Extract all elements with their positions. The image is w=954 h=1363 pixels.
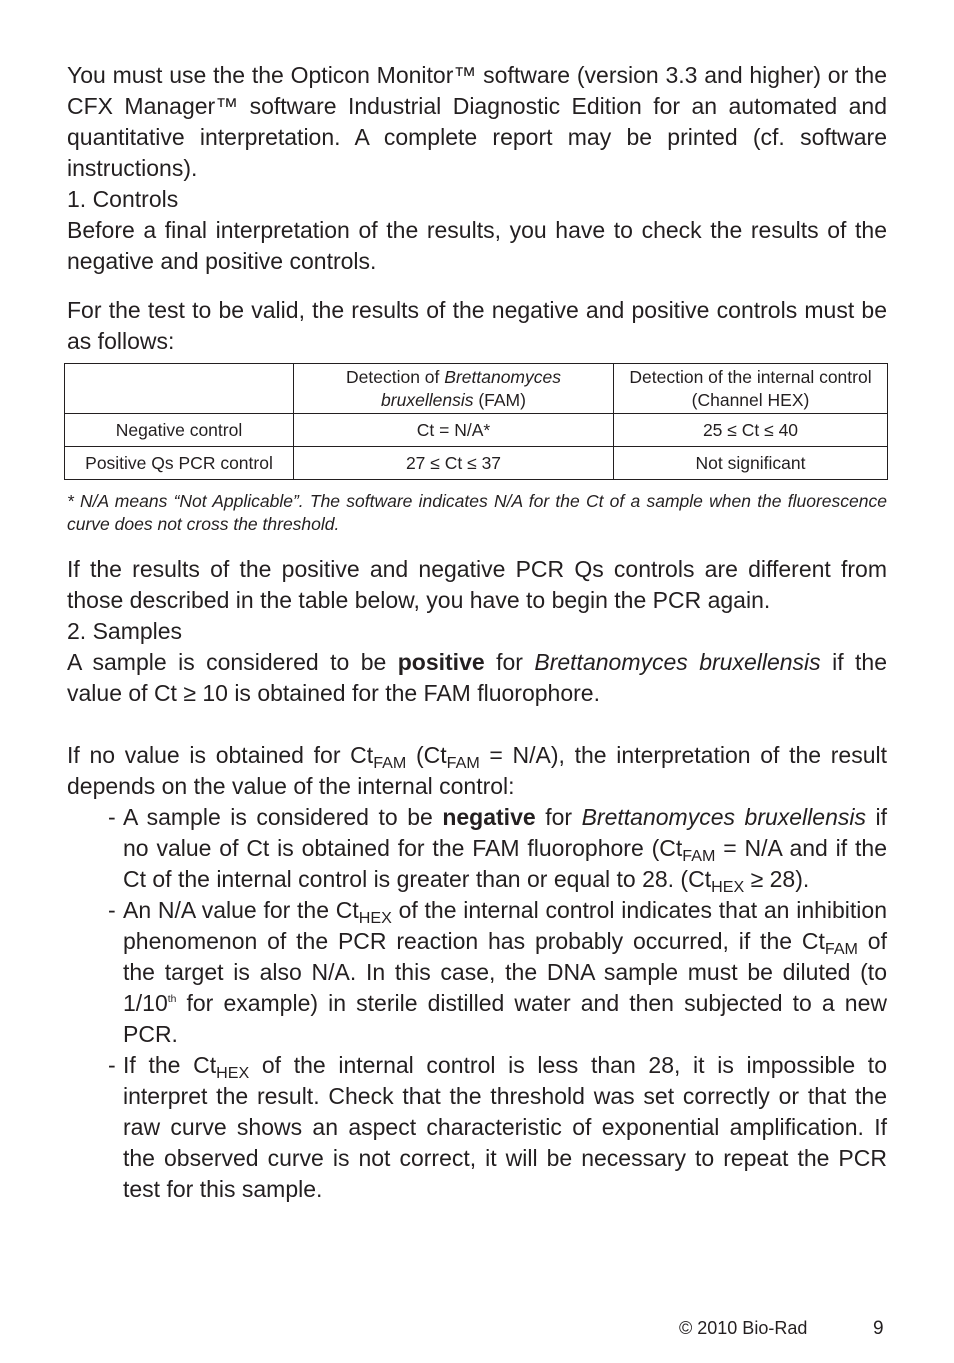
controls-paragraph-2: For the test to be valid, the results of the negative and positive controls must be as follows: bbox=[67, 297, 887, 354]
table-header-row bbox=[65, 364, 888, 414]
positive-paragraph: A sample is considered to be positive for Brettanomyces bruxellensis if the value of Ct ≥ 10 is obtained for the FAM fluorophore. bbox=[67, 649, 888, 706]
table-cell-label: Positive Qs PCR control bbox=[65, 447, 294, 480]
table-header-empty bbox=[65, 364, 294, 414]
page-number: 9 bbox=[873, 1318, 884, 1339]
dash-marker: - bbox=[108, 804, 116, 830]
table-cell-hex: 25 ≤ Ct ≤ 40 bbox=[614, 414, 888, 447]
table-row bbox=[65, 447, 888, 480]
table-cell-fam: 27 ≤ Ct ≤ 37 bbox=[294, 447, 614, 480]
table-cell-hex: Not significant bbox=[614, 447, 888, 480]
list-item: - A sample is considered to be negative for Brettanomyces bruxellensis if no value of Ct is obtained for the FAM fluorophore ($Ct_{FAM} = N/A$ and if the Ct of the internal control is greater than or equal to 28. $(Ct_{HEX} \ge 28)$. bbox=[108, 804, 888, 896]
table-row bbox=[65, 414, 888, 447]
table-header-fam: Detection of Brettanomyces bruxellensis (FAM) bbox=[294, 364, 614, 414]
document-body bbox=[67, 60, 887, 1205]
interpretation-list bbox=[67, 802, 887, 1205]
list-item: - An N/A value for the $Ct_{HEX}$ of the internal control indicates that an inhibition phenomenon of the PCR reaction has probably occurred, if the $Ct_{FAM}$ of the target is also N/A. In this case, the DNA sample must be diluted (to 1/10th for example) in sterile distilled water and then subjected to a new PCR. bbox=[108, 897, 887, 1047]
table-cell-label: Negative control bbox=[65, 414, 294, 447]
controls-paragraph-1: Before a final interpretation of the results, you have to check the results of the negative and positive controls. bbox=[67, 217, 887, 274]
list-item: - If the $Ct_{HEX}$ of the internal control is less than 28, it is impossible to interpret the result. Check that the threshold was set correctly or that the raw curve shows an aspect characteristic of exponential amplification. If the observed curve is not correct, it will be necessary to repeat the PCR test for this sample. bbox=[108, 1052, 887, 1202]
dash-marker: - bbox=[108, 897, 116, 923]
intro-paragraph: You must use the the Opticon Monitor™ software (version 3.3 and higher) or the CFX Manager™ software Industrial Diagnostic Edition for an automated and quantitative interpretation. A complete report may be printed (cf. software instructions). bbox=[67, 62, 887, 181]
table-header-hex: Detection of the internal control (Channel HEX) bbox=[614, 364, 888, 414]
footer-copyright: © 2010 Bio-Rad bbox=[679, 1318, 808, 1338]
table-footnote: * N/A means “Not Applicable”. The software indicates N/A for the Ct of a sample when the fluorescence curve does not cross the threshold. bbox=[67, 491, 887, 534]
table-cell-fam: Ct = N/A* bbox=[294, 414, 614, 447]
controls-table bbox=[64, 363, 888, 480]
na-intro-paragraph: If no value is obtained for $Ct_{FAM}$ $(Ct_{FAM} = N/A)$, the interpretation of the result depends on the value of the internal control: bbox=[67, 742, 888, 799]
samples-heading: 2. Samples bbox=[67, 618, 183, 644]
controls-paragraph-3: If the results of the positive and negative PCR Qs controls are different from those described in the table below, you have to begin the PCR again. bbox=[67, 556, 887, 613]
dash-marker: - bbox=[108, 1052, 116, 1078]
controls-heading: 1. Controls bbox=[67, 186, 179, 212]
